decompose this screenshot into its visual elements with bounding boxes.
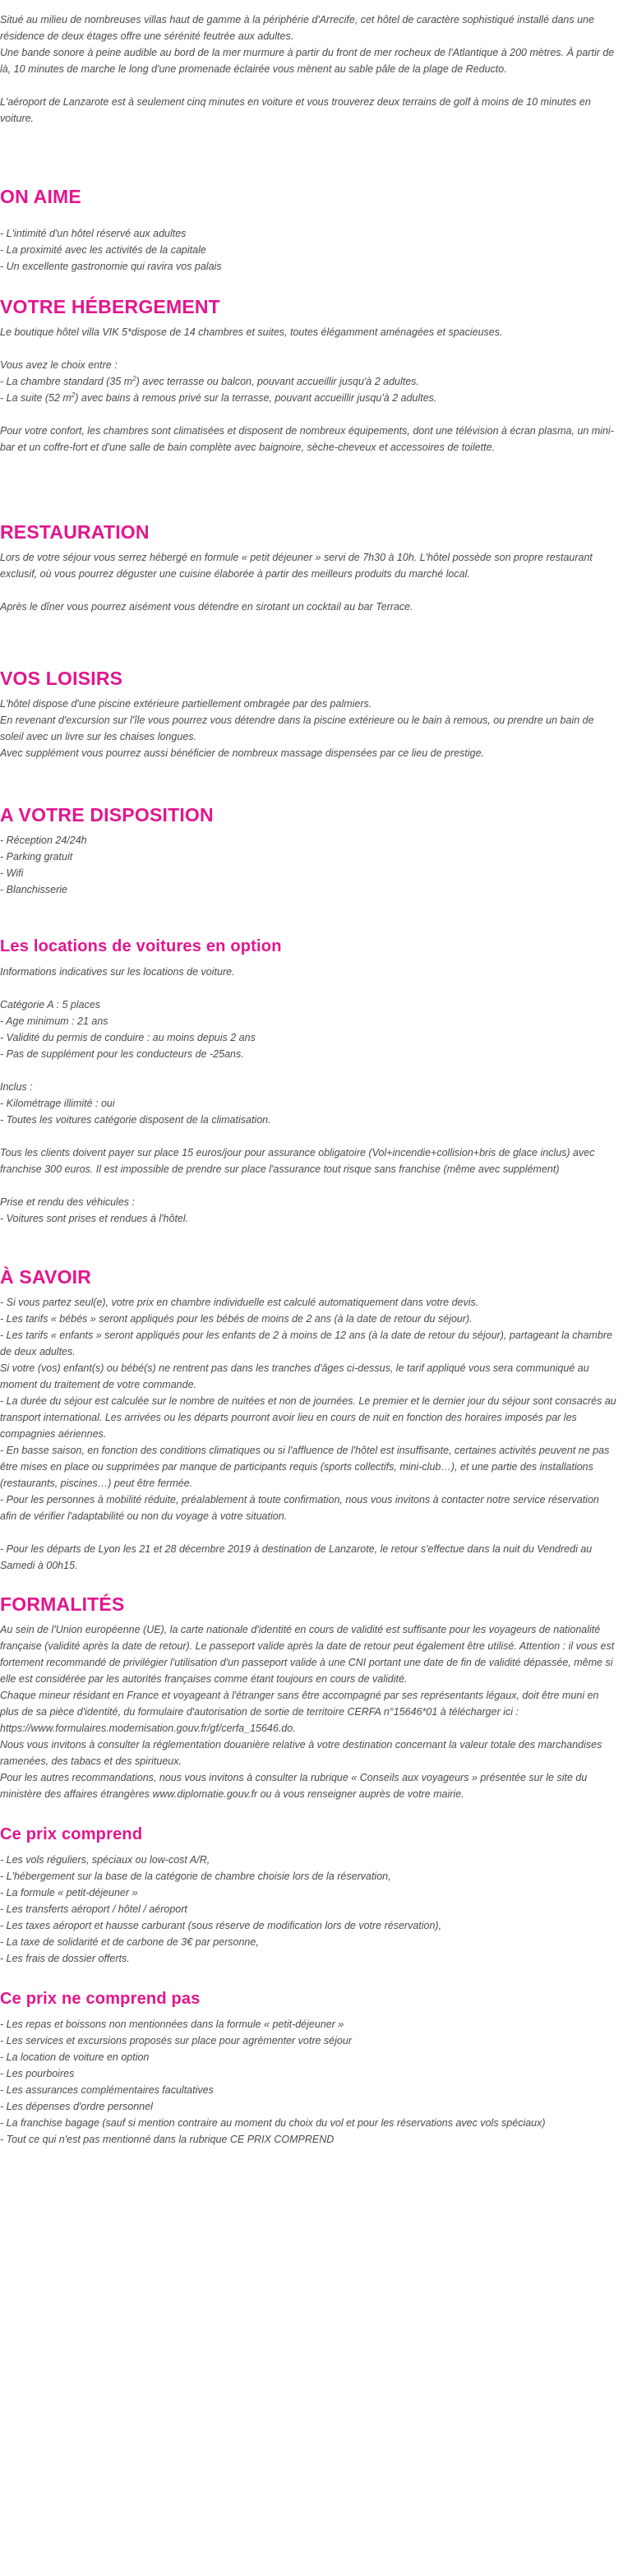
list-item: - L'intimité d'un hôtel réservé aux adultes xyxy=(0,228,187,239)
voitures-inclus-line: - Toutes les voitures catégorie disposent de la climatisation. xyxy=(0,1114,271,1126)
room-suite: - La suite (52 $m^2$) avec bains à remous privé sur la terrasse, pouvant accueillir jusqu'à 2 adultes. xyxy=(0,391,437,404)
loisirs-body xyxy=(0,696,618,761)
formalites-title: FORMALITÉS xyxy=(0,1593,125,1615)
hebergement-choice-label: Vous avez le choix entre : xyxy=(0,359,118,371)
savoir-title: À SAVOIR xyxy=(0,1266,92,1288)
list-item: - La taxe de solidarité et de carbone de 3€ par personne, xyxy=(0,1936,259,1948)
list-item: - La formule « petit-déjeuner » xyxy=(0,1887,138,1898)
formalites-line: Pour les autres recommandations, nous vous invitons à consulter la rubrique « Conseils aux voyageurs » présentée sur le site du ministère des affaires étrangères www.diplomatie.gouv.fr ou à vous renseigner auprès de votre mairie. xyxy=(0,1772,588,1800)
savoir-line: - Les tarifs « enfants » seront appliqués pour les enfants de 2 à moins de 12 ans (à la date de retour du séjour), partageant la chambre de deux adultes. xyxy=(0,1330,612,1357)
savoir-line: Si votre (vos) enfant(s) ou bébé(s) ne rentrent pas dans les tranches d'âges ci-dessus, le tarif appliqué vous sera communiqué au moment du traitement de votre commande. xyxy=(0,1362,589,1390)
list-item: - Réception 24/24h xyxy=(0,835,87,846)
voitures-inclus-line: - Kilométrage illimité : oui xyxy=(0,1098,115,1109)
savoir-body xyxy=(0,1294,618,1574)
list-item: - La location de voiture en option xyxy=(0,2051,150,2063)
list-item: - Les assurances complémentaires facultatives xyxy=(0,2084,214,2096)
voitures-body xyxy=(0,964,618,1227)
loisirs-title: VOS LOISIRS xyxy=(0,668,123,689)
hebergement-intro: Le boutique hôtel villa VIK 5*dispose de 14 chambres et suites, toutes élégamment aménagées et spacieuses. xyxy=(0,326,503,338)
list-item: - La proximité avec les activités de la capitale xyxy=(0,244,206,256)
intro-paragraph-1: Situé au milieu de nombreuses villas haut de gamme à la périphérie d'Arrecife, cet hôtel de caractère sophistiqué installé dans une résidence de deux étages offre une sérénité feutrée aux adultes. xyxy=(0,14,594,42)
hebergement-comfort: Pour votre confort, les chambres sont climatisées et disposent de nombreux équipements, dont une télévision à écran plasma, un mini-bar et un coffre-fort et d'une salle de bain complète avec baignoire, sèche-cheveux et accessoires de toilette. xyxy=(0,425,614,453)
on-aime-list xyxy=(0,225,618,275)
comprend-title: Ce prix comprend xyxy=(0,1825,143,1843)
list-item: - Les taxes aéroport et hausse carburant (sous réserve de modification lors de votre réservation), xyxy=(0,1920,442,1931)
intro-section xyxy=(0,12,618,146)
list-item: - La franchise bagage (sauf si mention contraire au moment du choix du vol et pour les réservations avec vols spéciaux) xyxy=(0,2117,546,2129)
on-aime-title: ON AIME xyxy=(0,186,81,207)
savoir-line: - Si vous partez seul(e), votre prix en chambre individuelle est calculé automatiquement dans votre devis. xyxy=(0,1297,479,1308)
savoir-line: - Les tarifs « bébés » seront appliqués pour les bébés de moins de 2 ans (à la date de retour du séjour). xyxy=(0,1313,473,1325)
formalites-line: Nous vous invitons à consulter la réglementation douanière relative à votre destination concernant la valeur totale des marchandises ramenées, des tabacs et des spiritueux. xyxy=(0,1739,602,1767)
list-item: - L'hébergement sur la base de la catégorie de chambre choisie lors de la réservation, xyxy=(0,1871,391,1882)
savoir-line: - Pour les personnes à mobilité réduite, préalablement à toute confirmation, nous vous invitons à contacter notre service réservation afin de vérifier l'adaptabilité ou non du voyage à votre situation. xyxy=(0,1494,599,1522)
loisirs-line: Avec supplément vous pourrez aussi bénéficier de nombreux massage dispensées par ce lieu de prestige. xyxy=(0,747,484,759)
list-item: - Blanchisserie xyxy=(0,884,67,895)
voitures-inclus-line: Inclus : xyxy=(0,1081,33,1093)
comprend-list xyxy=(0,1852,618,1967)
list-item: - Parking gratuit xyxy=(0,851,73,863)
formalites-line: Chaque mineur résidant en France et voyageant à l'étranger sans être accompagné par ses représentants légaux, doit être muni en plus de sa pièce d'identité, du formulaire d'autorisation de sortie de territoire CERFA n°15646*01 à télécharger ici : xyxy=(0,1690,599,1718)
hebergement-body xyxy=(0,324,618,456)
list-item: - Tout ce qui n'est pas mentionné dans la rubrique CE PRIX COMPREND xyxy=(0,2134,335,2145)
restauration-paragraph-2: Après le dîner vous pourrez aisément vous détendre en sirotant un cocktail au bar Terrace. xyxy=(0,601,413,613)
restauration-body xyxy=(0,549,618,615)
list-item: - Les frais de dossier offerts. xyxy=(0,1953,130,1964)
voitures-cat-line: - Pas de supplément pour les conducteurs de -25ans. xyxy=(0,1048,244,1060)
hebergement-title: VOTRE HÉBERGEMENT xyxy=(0,296,220,317)
restauration-paragraph-1: Lors de votre séjour vous serrez hébergé en formule « petit déjeuner » servi de 7h30 à 10h. L'hôtel possède son propre restaurant exclusif, où vous pourrez déguster une cuisine élaborée à partir des meilleurs produits du marché local. xyxy=(0,552,593,580)
list-item: - Les vols réguliers, spéciaux ou low-cost A/R, xyxy=(0,1854,210,1866)
formalites-link[interactable]: https://www.formulaires.modernisation.gouv.fr/gf/cerfa_15646.do. xyxy=(0,1723,296,1734)
room-standard: - La chambre standard (35 $m^2$) avec terrasse ou balcon, pouvant accueillir jusqu'à 2 adultes. xyxy=(0,374,419,387)
list-item: - Les services et excursions proposés sur place pour agrémenter votre séjour xyxy=(0,2035,352,2046)
voitures-prise-line: Prise et rendu des véhicules : xyxy=(0,1196,135,1208)
list-item: - Les dépenses d'ordre personnel xyxy=(0,2101,153,2112)
voitures-intro: Informations indicatives sur les locations de voiture. xyxy=(0,966,235,978)
disposition-list xyxy=(0,832,618,898)
list-item: - Un excellente gastronomie qui ravira vos palais xyxy=(0,261,222,272)
savoir-depart: - Pour les départs de Lyon les 21 et 28 décembre 2019 à destination de Lanzarote, le retour s'effectue dans la nuit du Vendredi au Samedi à 00h15. xyxy=(0,1543,593,1571)
voitures-title: Les locations de voitures en option xyxy=(0,937,282,955)
loisirs-line: En revenant d'excursion sur l'île vous pourrez vous détendre dans la piscine extérieure ou le bain à remous, ou prendre un bain de soleil avec un livre sur les chaises longues. xyxy=(0,715,594,742)
voitures-cat-line: - Age minimum : 21 ans xyxy=(0,1015,108,1027)
restauration-title: RESTAURATION xyxy=(0,521,150,543)
list-item: - Wifi xyxy=(0,867,24,879)
loisirs-line: L'hôtel dispose d'une piscine extérieure partiellement ombragée par des palmiers. xyxy=(0,698,372,710)
voitures-cat-line: Catégorie A : 5 places xyxy=(0,999,101,1011)
formalites-body xyxy=(0,1621,618,1802)
savoir-line: - En basse saison, en fonction des conditions climatiques ou si l'affluence de l'hôtel est insuffisante, certaines activités peuvent ne pas être mises en place ou supprimées par manque de participants requis (sports collectifs, mini-club…), et une partie des installations (restaurants, piscines…) peut être fermée. xyxy=(0,1445,610,1489)
disposition-title: A VOTRE DISPOSITION xyxy=(0,804,214,826)
list-item: - Les pourboires xyxy=(0,2068,75,2079)
savoir-line: - La durée du séjour est calculée sur le nombre de nuitées et non de journées. Le premier et le dernier jour du séjour sont consacrés au transport international. Les arrivées ou les départs pourront avoir lieu en cours de nuit en fonction des horaires imposés par les compagnies aériennes. xyxy=(0,1395,616,1440)
voitures-prise-line: - Voitures sont prises et rendues à l'hôtel. xyxy=(0,1213,189,1224)
voitures-cat-line: - Validité du permis de conduire : au moins depuis 2 ans xyxy=(0,1032,256,1043)
list-item: - Les repas et boissons non mentionnées dans la formule « petit-déjeuner » xyxy=(0,2019,344,2030)
ne-comprend-list xyxy=(0,2016,618,2148)
voitures-assurance: Tous les clients doivent payer sur place 15 euros/jour pour assurance obligatoire (Vol+incendie+collision+bris de glace inclus) avec franchise 300 euros. Il est impossible de prendre sur place l'assurance tout risque sans franchise (même avec supplément) xyxy=(0,1147,595,1175)
list-item: - Les transferts aéroport / hôtel / aéroport xyxy=(0,1903,187,1915)
intro-paragraph-2: Une bande sonore à peine audible au bord de la mer murmure à partir du front de mer rocheux de l'Atlantique à 200 mètres. À partir de là, 10 minutes de marche le long d'une promenade éclairée vous mènent au sable pâle de la plage de Reducto. xyxy=(0,47,615,75)
formalites-line: Au sein de l'Union européenne (UE), la carte nationale d'identité en cours de validité est suffisante pour les voyageurs de nationalité française (validité après la date de retour). Le passeport valide après la date de retour peut également être utilisé. Attention : il vous est fortement recommandé de privilégier l'utilisation d'un passeport valide à une CNI portant une date de fin de validité dépassée, même si elle est considérée par les autorités françaises comme étant toujours en cours de validité. xyxy=(0,1624,615,1685)
ne-comprend-title: Ce prix ne comprend pas xyxy=(0,1990,201,2008)
intro-paragraph-3: L'aéroport de Lanzarote est à seulement cinq minutes en voiture et vous trouverez deux terrains de golf à moins de 10 minutes en voiture. xyxy=(0,96,591,124)
